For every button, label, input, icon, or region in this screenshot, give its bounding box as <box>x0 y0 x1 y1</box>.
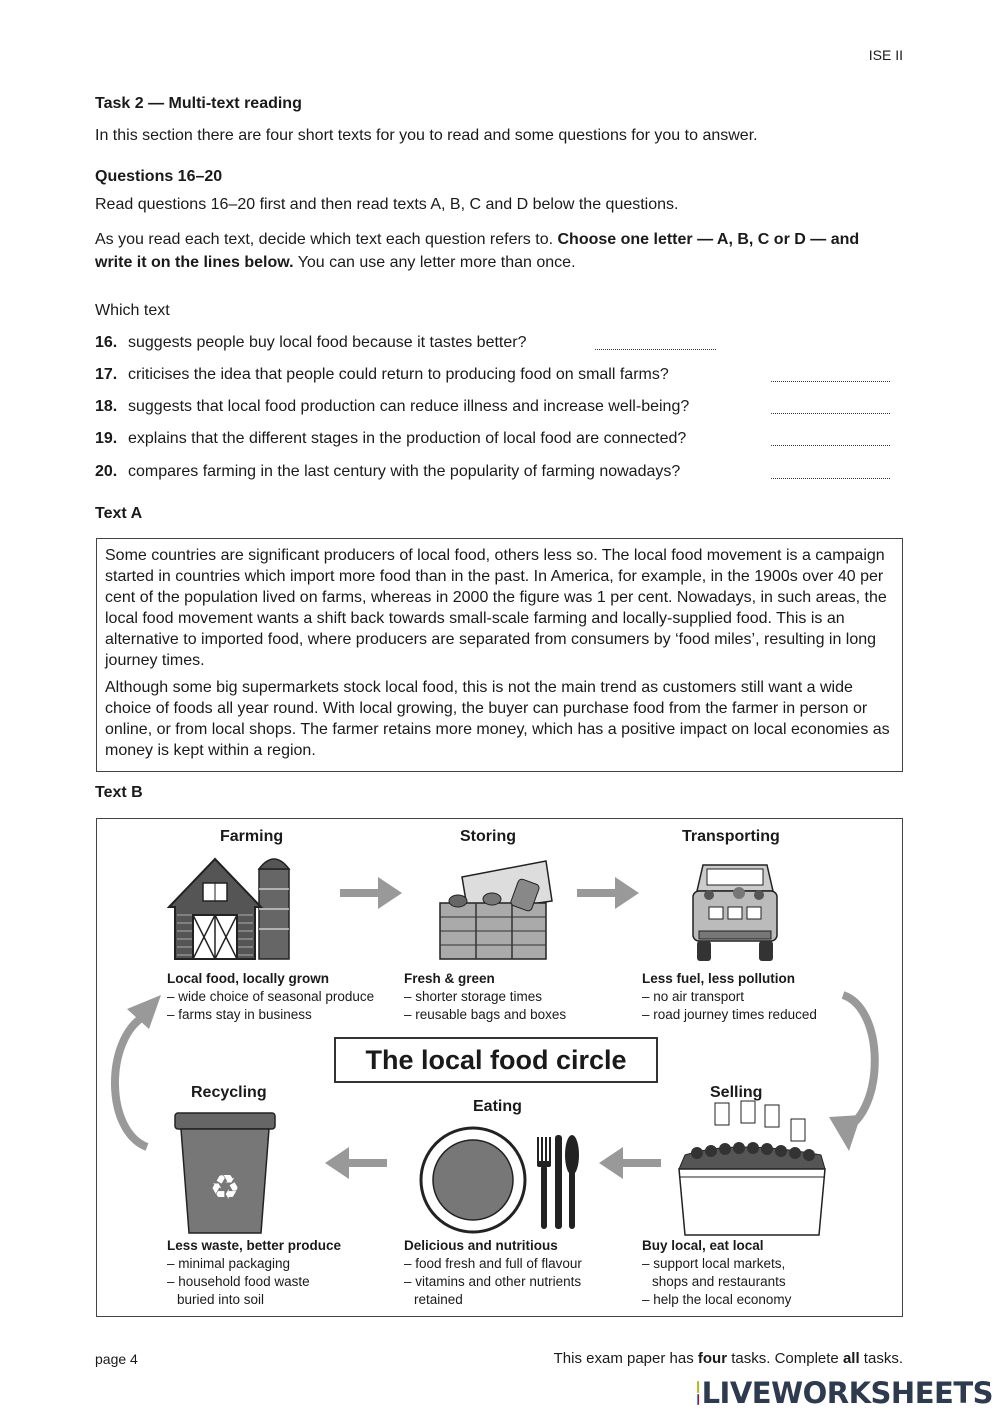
question-text: explains that the different stages in the production of local food are connected? <box>128 430 687 447</box>
liveworksheets-brand: LIVEWORKSHEETS <box>701 1376 993 1410</box>
caption-item: – shorter storage times <box>404 989 543 1004</box>
instruction-2 <box>95 228 895 274</box>
arrow-right-icon <box>340 875 402 911</box>
caption-heading: Less waste, better produce <box>167 1238 342 1253</box>
stage-title-eating: Eating <box>473 1098 522 1115</box>
question-number: 18. <box>95 398 118 415</box>
question-16 <box>95 334 526 352</box>
caption-farming <box>167 970 374 1024</box>
stage-title-transporting: Transporting <box>682 828 780 845</box>
arrow-right-icon <box>577 875 639 911</box>
recycling-bin-icon <box>173 1109 277 1237</box>
footer-note-part: tasks. <box>859 1350 903 1367</box>
question-text: compares farming in the last century with the popularity of farming nowadays? <box>128 463 681 480</box>
text-a-paragraph-1: Some countries are significant producers of local food, others less so. The local food movement is a campaign started in countries which import more food than in the past. In America, for example, in the 1900s over 40 per cent of the population lived on farms, whereas in 2000 the figure was 1 per cent. Nowadays, in such areas, the local food movement wants a shift back towards small-scale farming and locally-supplied food. This is an alternative to imported food, where producers are separated from consumers by ‘food miles’, resulting in long journey times. <box>105 547 887 669</box>
question-text: criticises the idea that people could return to producing food on small farms? <box>128 366 669 383</box>
answer-line-16[interactable] <box>595 336 716 350</box>
caption-item: – vitamins and other nutrients <box>404 1274 582 1289</box>
caption-item: retained <box>414 1292 463 1307</box>
stage-title-storing: Storing <box>460 828 516 845</box>
question-18 <box>95 398 689 416</box>
caption-heading: Less fuel, less pollution <box>642 971 796 986</box>
caption-storing <box>404 970 566 1024</box>
text-a-box <box>96 538 903 772</box>
caption-selling <box>642 1237 791 1309</box>
footer-note-bold: all <box>842 1350 860 1367</box>
task-intro: In this section there are four short texts for you to read and some questions for you to answer. <box>95 127 758 144</box>
liveworksheets-logo[interactable] <box>697 1377 993 1409</box>
instruction-2-start: As you read each text, decide which text each question refers to. <box>95 231 558 248</box>
question-text: suggests that local food production can reduce illness and increase well-being? <box>128 398 690 415</box>
question-text: suggests people buy local food because it tastes better? <box>128 334 527 351</box>
plate-cutlery-icon <box>419 1125 579 1235</box>
question-number: 19. <box>95 430 118 447</box>
questions-heading: Questions 16–20 <box>95 168 223 185</box>
stage-title-recycling: Recycling <box>191 1084 267 1101</box>
stage-title-farming: Farming <box>220 828 284 845</box>
caption-item: – household food waste <box>167 1274 310 1289</box>
caption-transporting <box>642 970 817 1024</box>
exam-code: ISE II <box>868 47 903 63</box>
question-number: 20. <box>95 463 118 480</box>
caption-heading: Buy local, eat local <box>642 1238 764 1253</box>
truck-icon <box>689 861 781 965</box>
caption-item: – minimal packaging <box>167 1256 291 1271</box>
caption-item: – reusable bags and boxes <box>404 1007 567 1022</box>
caption-item: – wide choice of seasonal produce <box>167 989 375 1004</box>
diagram-center-title: The local food circle <box>334 1037 658 1083</box>
text-b-label: Text B <box>95 784 143 801</box>
question-20 <box>95 463 680 481</box>
answer-line-20[interactable] <box>771 465 890 479</box>
caption-item: – food fresh and full of flavour <box>404 1256 582 1271</box>
question-number: 16. <box>95 334 118 351</box>
arrow-left-icon <box>599 1145 661 1181</box>
caption-heading: Fresh & green <box>404 971 495 986</box>
svg-text:♻: ♻ <box>209 1168 241 1208</box>
barn-icon <box>165 849 305 961</box>
caption-recycling <box>167 1237 341 1309</box>
footer-note-part: tasks. Complete <box>727 1350 843 1367</box>
caption-item: – farms stay in business <box>167 1007 312 1022</box>
storage-crates-icon <box>434 857 556 961</box>
local-food-circle-diagram <box>96 818 903 1317</box>
instruction-1: Read questions 16–20 first and then read texts A, B, C and D below the questions. <box>95 196 679 213</box>
answer-line-19[interactable] <box>771 432 890 446</box>
question-number: 17. <box>95 366 118 383</box>
task-title: Task 2 — Multi-text reading <box>95 95 302 112</box>
caption-item: – road journey times reduced <box>642 1007 817 1022</box>
instruction-2-end: You can use any letter more than once. <box>293 254 576 271</box>
caption-item: buried into soil <box>177 1292 265 1307</box>
caption-item: – help the local economy <box>642 1292 792 1307</box>
instruction-2-bold: Choose one letter — A, B, C or D — and write it on the lines below. <box>95 231 860 271</box>
curved-arrow-up-icon <box>101 991 165 1153</box>
market-stall-icon <box>675 1099 829 1239</box>
question-19 <box>95 430 686 448</box>
liveworksheets-mark-icon <box>697 1381 699 1405</box>
question-17 <box>95 366 669 384</box>
stage-title-selling: Selling <box>710 1084 763 1101</box>
caption-heading: Delicious and nutritious <box>404 1238 558 1253</box>
footer-note <box>554 1350 903 1367</box>
curved-arrow-down-icon <box>825 989 889 1155</box>
page-number: page 4 <box>95 1351 138 1367</box>
footer-note-part: This exam paper has <box>553 1350 698 1367</box>
answer-line-17[interactable] <box>771 368 890 382</box>
arrow-left-icon <box>325 1145 387 1181</box>
caption-item: – no air transport <box>642 989 745 1004</box>
caption-item: – support local markets, <box>642 1256 786 1271</box>
text-a-label: Text A <box>95 505 143 522</box>
answer-line-18[interactable] <box>771 400 890 414</box>
which-text-prompt: Which text <box>95 302 170 319</box>
caption-eating <box>404 1237 582 1309</box>
text-a-paragraph-2: Although some big supermarkets stock local food, this is not the main trend as customers still want a wide choice of foods all year round. With local growing, the buyer can purchase food from the farmer in person or online, or from local shops. The farmer retains more money, which has a positive impact on local economies as money is kept within a region. <box>105 679 890 759</box>
caption-heading: Local food, locally grown <box>167 971 330 986</box>
footer-note-bold: four <box>697 1350 728 1367</box>
caption-item: shops and restaurants <box>652 1274 786 1289</box>
